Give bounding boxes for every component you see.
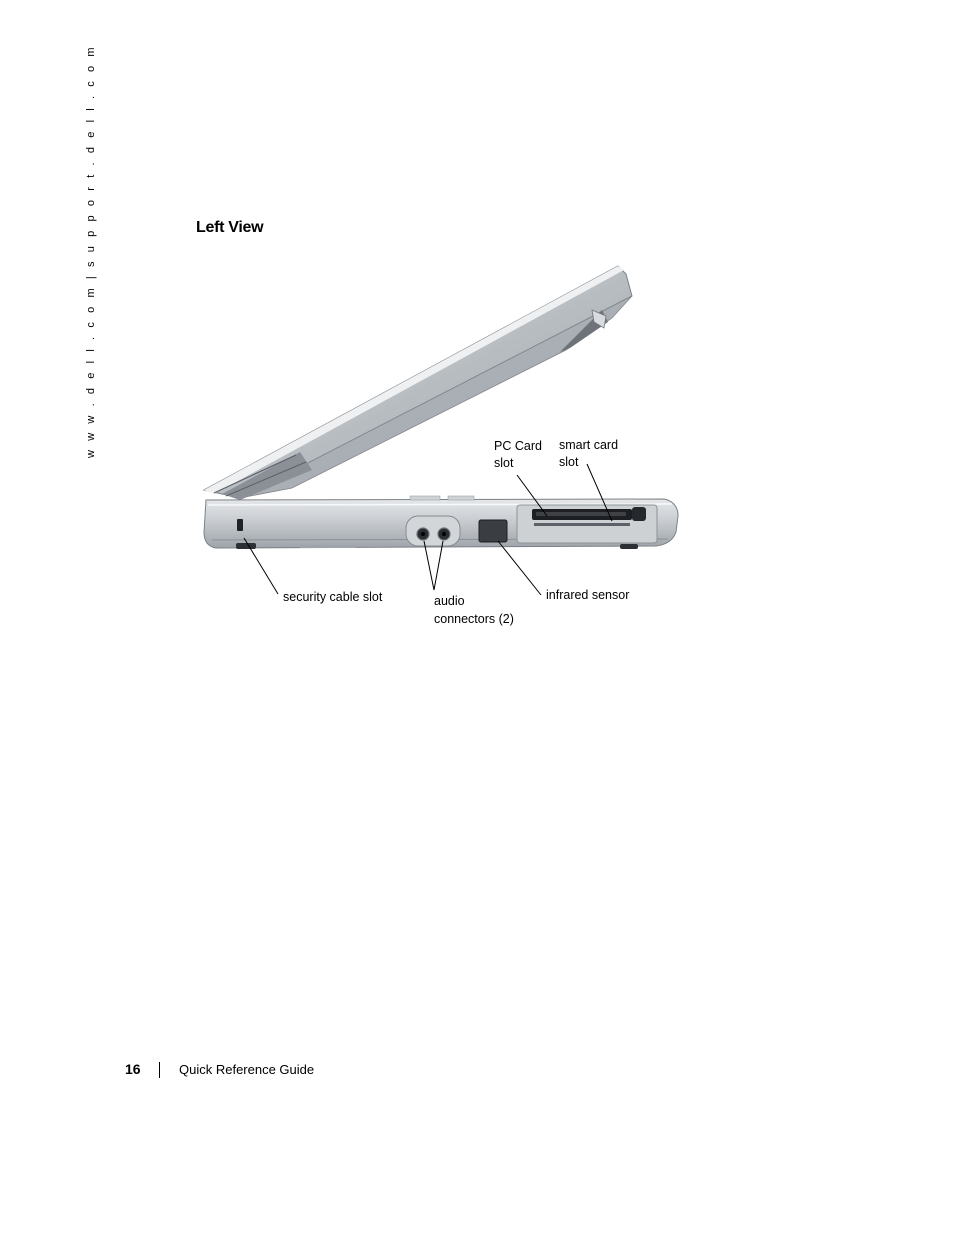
audio-connectors: [406, 516, 460, 546]
callout-infrared-sensor: infrared sensor: [546, 588, 630, 602]
smart-card-slot: [534, 523, 630, 526]
page-number: 16: [125, 1061, 141, 1077]
callout-security-cable-slot: security cable slot: [283, 590, 383, 604]
card-slot-bay: [517, 505, 657, 543]
callout-smart-card-line-1: smart card: [559, 438, 619, 452]
callout-audio-line-2: connectors (2): [434, 611, 514, 626]
security-cable-slot: [237, 519, 243, 531]
callout-audio-line-1: audio: [434, 594, 465, 608]
callout-pc-card-line-2: slot: [494, 456, 514, 470]
footer-guide-title: Quick Reference Guide: [179, 1062, 315, 1077]
section-title: Left View: [196, 219, 264, 236]
callout-smart-card-line-2: slot: [559, 455, 579, 469]
leader-infrared: [498, 541, 541, 595]
callout-pc-card-line-1: PC Card: [494, 439, 542, 453]
callout-pc-card-slot: [494, 438, 542, 472]
callout-smart-card-slot: [559, 437, 618, 471]
callout-audio-connectors: [434, 593, 514, 628]
leader-audio-right: [434, 541, 443, 590]
infrared-sensor: [479, 520, 507, 542]
side-url-text: w w w . d e l l . c o m | s u p p o r t . d e l l . c o m: [85, 44, 97, 458]
pc-card-eject-button: [632, 507, 646, 521]
footer-separator: [159, 1062, 160, 1078]
leader-audio-left: [424, 541, 434, 590]
